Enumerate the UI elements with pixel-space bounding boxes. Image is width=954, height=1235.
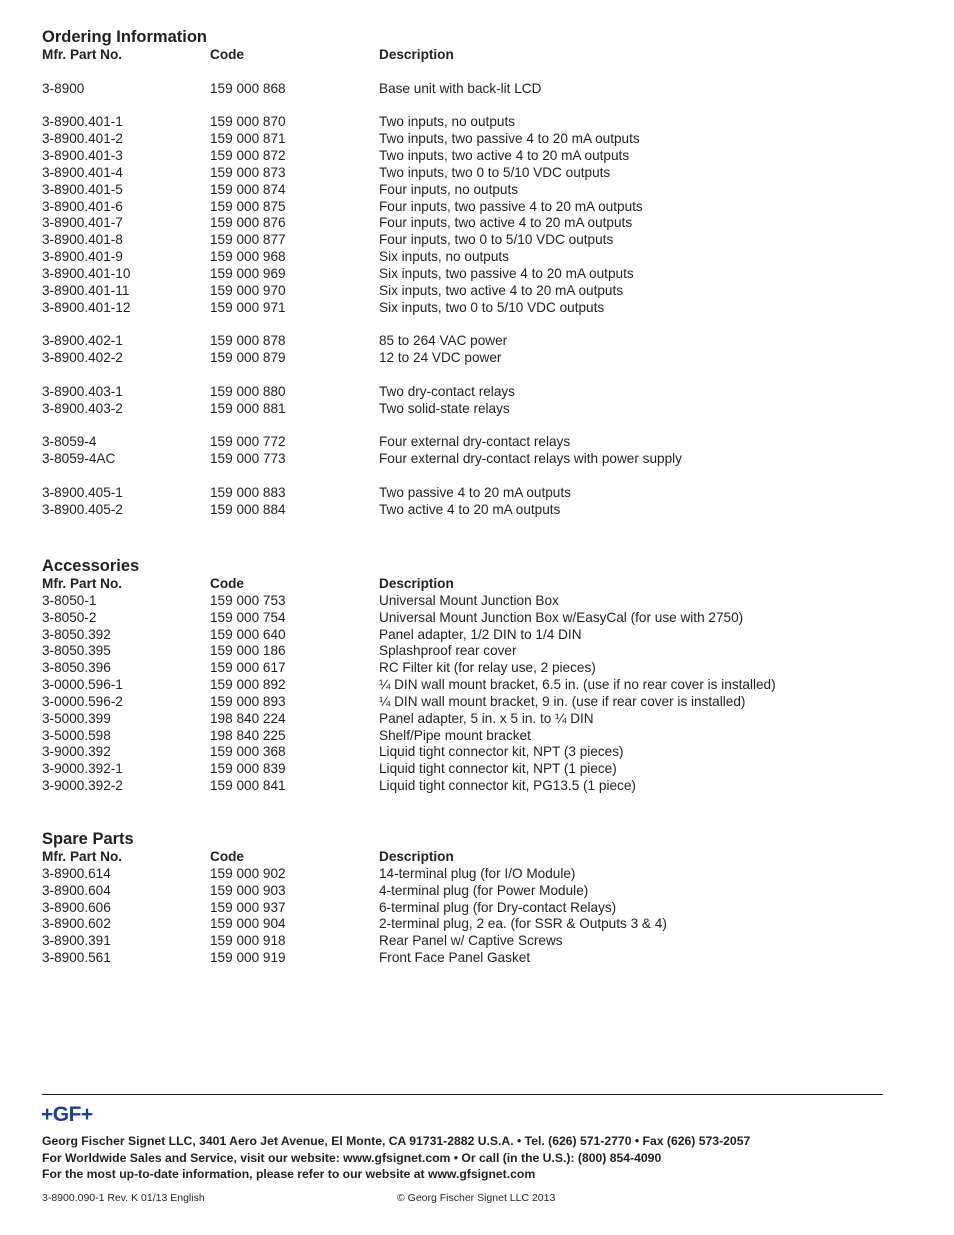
table-row <box>42 728 902 745</box>
table-row <box>42 182 902 199</box>
part-number: 3-8900.401-9 <box>42 249 123 265</box>
code: 159 000 871 <box>210 131 286 147</box>
table-row <box>42 451 902 468</box>
spare-parts-table <box>42 866 902 967</box>
accessories-header-code: Code <box>210 576 244 591</box>
part-number: 3-8900.405-1 <box>42 484 123 500</box>
document-id: 3-8900.090-1 Rev. K 01/13 English <box>42 1192 205 1204</box>
spare-parts-header-part: Mfr. Part No. <box>42 849 123 864</box>
part-number: 3-8900.604 <box>42 882 111 898</box>
code: 159 000 937 <box>210 899 286 915</box>
part-number: 3-8900.402-1 <box>42 333 123 349</box>
part-number: 3-8900.401-5 <box>42 181 123 197</box>
code: 159 000 753 <box>210 592 286 608</box>
part-number: 3-8900.561 <box>42 950 111 966</box>
ordering-header-desc: Description <box>379 47 454 62</box>
footer-divider <box>42 1094 883 1095</box>
description: Six inputs, two passive 4 to 20 mA outputs <box>379 265 634 281</box>
table-row <box>42 384 902 401</box>
code: 198 840 225 <box>210 727 286 743</box>
code: 159 000 969 <box>210 265 286 281</box>
description: Four inputs, two active 4 to 20 mA outputs <box>379 215 633 231</box>
table-row <box>42 114 902 131</box>
part-number: 3-8900.401-12 <box>42 299 131 315</box>
part-number: 3-8900.401-1 <box>42 114 123 130</box>
part-number: 3-8900.401-6 <box>42 198 123 214</box>
part-number: 3-8050-1 <box>42 592 97 608</box>
table-row <box>42 866 902 883</box>
table-row <box>42 610 902 627</box>
part-number: 3-8900.606 <box>42 899 111 915</box>
description: Two inputs, no outputs <box>379 114 516 130</box>
description: Base unit with back-lit LCD <box>379 80 542 96</box>
table-row <box>42 81 902 98</box>
group-spacer <box>42 418 902 435</box>
table-row <box>42 933 902 950</box>
part-number: 3-8900.401-7 <box>42 215 123 231</box>
part-number: 3-8900.405-2 <box>42 501 123 517</box>
group-spacer <box>42 367 902 384</box>
description: 12 to 24 VDC power <box>379 350 502 366</box>
code: 159 000 754 <box>210 609 286 625</box>
group-spacer <box>42 317 902 334</box>
gf-logo: +GF+ <box>41 1103 93 1126</box>
code: 159 000 873 <box>210 164 286 180</box>
code: 159 000 839 <box>210 761 286 777</box>
part-number: 3-8050.392 <box>42 626 111 642</box>
description: 2-terminal plug, 2 ea. (for SSR & Outputs 3 & 4) <box>379 916 667 932</box>
table-row <box>42 232 902 249</box>
part-number: 3-8900 <box>42 80 85 96</box>
accessories-table <box>42 593 902 795</box>
code: 159 000 880 <box>210 383 286 399</box>
footer-worldwide: For Worldwide Sales and Service, visit our website: www.gfsignet.com • Or call (in the U.S.): (800) 854-4090 <box>42 1150 662 1165</box>
ordering-table <box>42 64 902 519</box>
part-number: 3-8900.401-3 <box>42 148 123 164</box>
table-row <box>42 300 902 317</box>
table-row <box>42 215 902 232</box>
ordering-section <box>42 28 902 519</box>
description: ¼ DIN wall mount bracket, 6.5 in. (use if no rear cover is installed) <box>379 677 776 693</box>
code: 159 000 841 <box>210 778 286 794</box>
group-spacer <box>42 64 902 81</box>
part-number: 3-8900.402-2 <box>42 350 123 366</box>
description: 85 to 264 VAC power <box>379 333 508 349</box>
code: 159 000 879 <box>210 350 286 366</box>
part-number: 3-8059-4 <box>42 434 97 450</box>
spare-parts-title: Spare Parts <box>42 830 134 848</box>
accessories-header-row <box>42 576 902 593</box>
ordering-header-part: Mfr. Part No. <box>42 47 123 62</box>
part-number: 3-8900.401-4 <box>42 164 123 180</box>
description: Rear Panel w/ Captive Screws <box>379 933 563 949</box>
spare-parts-section <box>42 830 902 967</box>
part-number: 3-8900.602 <box>42 916 111 932</box>
footer-contact <box>42 1133 750 1183</box>
code: 159 000 870 <box>210 114 286 130</box>
description: Two inputs, two 0 to 5/10 VDC outputs <box>379 164 611 180</box>
part-number: 3-8900.614 <box>42 865 111 881</box>
code: 159 000 881 <box>210 400 286 416</box>
table-row <box>42 266 902 283</box>
description: Front Face Panel Gasket <box>379 950 531 966</box>
table-row <box>42 778 902 795</box>
table-row <box>42 199 902 216</box>
description: Panel adapter, 1/2 DIN to 1/4 DIN <box>379 626 582 642</box>
table-row <box>42 627 902 644</box>
code: 159 000 884 <box>210 501 286 517</box>
code: 159 000 918 <box>210 933 286 949</box>
code: 198 840 224 <box>210 710 286 726</box>
table-row <box>42 643 902 660</box>
part-number: 3-8900.403-1 <box>42 383 123 399</box>
table-row <box>42 660 902 677</box>
part-number: 3-8050.395 <box>42 643 111 659</box>
part-number: 3-5000.598 <box>42 727 111 743</box>
part-number: 3-8900.403-2 <box>42 400 123 416</box>
code: 159 000 617 <box>210 660 286 676</box>
code: 159 000 874 <box>210 181 286 197</box>
description: Liquid tight connector kit, NPT (3 pieces) <box>379 744 624 760</box>
code: 159 000 640 <box>210 626 286 642</box>
table-row <box>42 401 902 418</box>
code: 159 000 772 <box>210 434 286 450</box>
description: 4-terminal plug (for Power Module) <box>379 882 589 898</box>
description: Universal Mount Junction Box w/EasyCal (for use with 2750) <box>379 609 744 625</box>
description: Panel adapter, 5 in. x 5 in. to ¼ DIN <box>379 710 594 726</box>
footer-uptodate: For the most up-to-date information, please refer to our website at www.gfsignet.com <box>42 1167 536 1181</box>
table-row <box>42 950 902 967</box>
part-number: 3-9000.392-2 <box>42 778 123 794</box>
spare-parts-header-desc: Description <box>379 849 454 864</box>
part-number: 3-8059-4AC <box>42 451 116 467</box>
table-row <box>42 900 902 917</box>
accessories-header-part: Mfr. Part No. <box>42 576 123 591</box>
table-row <box>42 916 902 933</box>
table-row <box>42 485 902 502</box>
code: 159 000 877 <box>210 232 286 248</box>
table-row <box>42 744 902 761</box>
code: 159 000 876 <box>210 215 286 231</box>
description: Two active 4 to 20 mA outputs <box>379 501 561 517</box>
footer-address: Georg Fischer Signet LLC, 3401 Aero Jet Avenue, El Monte, CA 91731-2882 U.S.A. • Tel. (626) 571-2770 • Fax (626) 573-2057 <box>42 1134 751 1148</box>
description: Four inputs, two 0 to 5/10 VDC outputs <box>379 232 614 248</box>
part-number: 3-8050-2 <box>42 609 97 625</box>
description: Two solid-state relays <box>379 400 510 416</box>
description: Two dry-contact relays <box>379 383 515 399</box>
part-number: 3-9000.392-1 <box>42 761 123 777</box>
part-number: 3-9000.392 <box>42 744 111 760</box>
part-number: 3-8900.391 <box>42 933 111 949</box>
code: 159 000 875 <box>210 198 286 214</box>
table-row <box>42 350 902 367</box>
code: 159 000 903 <box>210 882 286 898</box>
part-number: 3-0000.596-2 <box>42 693 123 709</box>
code: 159 000 868 <box>210 80 286 96</box>
table-row <box>42 434 902 451</box>
code: 159 000 904 <box>210 916 286 932</box>
description: Two inputs, two active 4 to 20 mA outputs <box>379 148 630 164</box>
table-row <box>42 711 902 728</box>
table-row <box>42 131 902 148</box>
spare-parts-header-row <box>42 849 902 866</box>
table-row <box>42 249 902 266</box>
code: 159 000 186 <box>210 643 286 659</box>
description: RC Filter kit (for relay use, 2 pieces) <box>379 660 596 676</box>
table-row <box>42 333 902 350</box>
code: 159 000 971 <box>210 299 286 315</box>
code: 159 000 968 <box>210 249 286 265</box>
code: 159 000 893 <box>210 693 286 709</box>
description: Shelf/Pipe mount bracket <box>379 727 531 743</box>
description: Six inputs, no outputs <box>379 249 509 265</box>
accessories-title: Accessories <box>42 557 140 575</box>
description: Four inputs, two passive 4 to 20 mA outputs <box>379 198 643 214</box>
table-row <box>42 148 902 165</box>
accessories-header-desc: Description <box>379 576 454 591</box>
group-spacer <box>42 468 902 485</box>
description: Four external dry-contact relays with power supply <box>379 451 682 467</box>
code: 159 000 892 <box>210 677 286 693</box>
part-number: 3-0000.596-1 <box>42 677 123 693</box>
description: Two inputs, two passive 4 to 20 mA outputs <box>379 131 640 147</box>
code: 159 000 970 <box>210 282 286 298</box>
table-row <box>42 677 902 694</box>
table-row <box>42 283 902 300</box>
description: Universal Mount Junction Box <box>379 592 559 608</box>
code: 159 000 919 <box>210 950 286 966</box>
description: Splashproof rear cover <box>379 643 517 659</box>
table-row <box>42 761 902 778</box>
table-row <box>42 883 902 900</box>
code: 159 000 883 <box>210 484 286 500</box>
table-row <box>42 694 902 711</box>
description: Liquid tight connector kit, NPT (1 piece) <box>379 761 617 777</box>
ordering-header-row <box>42 47 902 64</box>
description: 14-terminal plug (for I/O Module) <box>379 865 576 881</box>
code: 159 000 878 <box>210 333 286 349</box>
description: Six inputs, two active 4 to 20 mA outputs <box>379 282 624 298</box>
table-row <box>42 593 902 610</box>
table-row <box>42 502 902 519</box>
code: 159 000 902 <box>210 865 286 881</box>
code: 159 000 368 <box>210 744 286 760</box>
description: ¼ DIN wall mount bracket, 9 in. (use if rear cover is installed) <box>379 693 746 709</box>
accessories-section <box>42 557 902 795</box>
part-number: 3-8050.396 <box>42 660 111 676</box>
table-row <box>42 165 902 182</box>
group-spacer <box>42 98 902 115</box>
description: Six inputs, two 0 to 5/10 VDC outputs <box>379 299 605 315</box>
code: 159 000 773 <box>210 451 286 467</box>
part-number: 3-5000.399 <box>42 710 111 726</box>
spare-parts-header-code: Code <box>210 849 244 864</box>
description: Four external dry-contact relays <box>379 434 571 450</box>
ordering-header-code: Code <box>210 47 244 62</box>
ordering-title: Ordering Information <box>42 28 207 46</box>
part-number: 3-8900.401-2 <box>42 131 123 147</box>
part-number: 3-8900.401-10 <box>42 265 131 281</box>
copyright: © Georg Fischer Signet LLC 2013 <box>397 1192 556 1204</box>
description: Liquid tight connector kit, PG13.5 (1 piece) <box>379 778 636 794</box>
part-number: 3-8900.401-8 <box>42 232 123 248</box>
description: Four inputs, no outputs <box>379 181 519 197</box>
description: Two passive 4 to 20 mA outputs <box>379 484 571 500</box>
description: 6-terminal plug (for Dry-contact Relays) <box>379 899 617 915</box>
code: 159 000 872 <box>210 148 286 164</box>
part-number: 3-8900.401-11 <box>42 282 130 298</box>
